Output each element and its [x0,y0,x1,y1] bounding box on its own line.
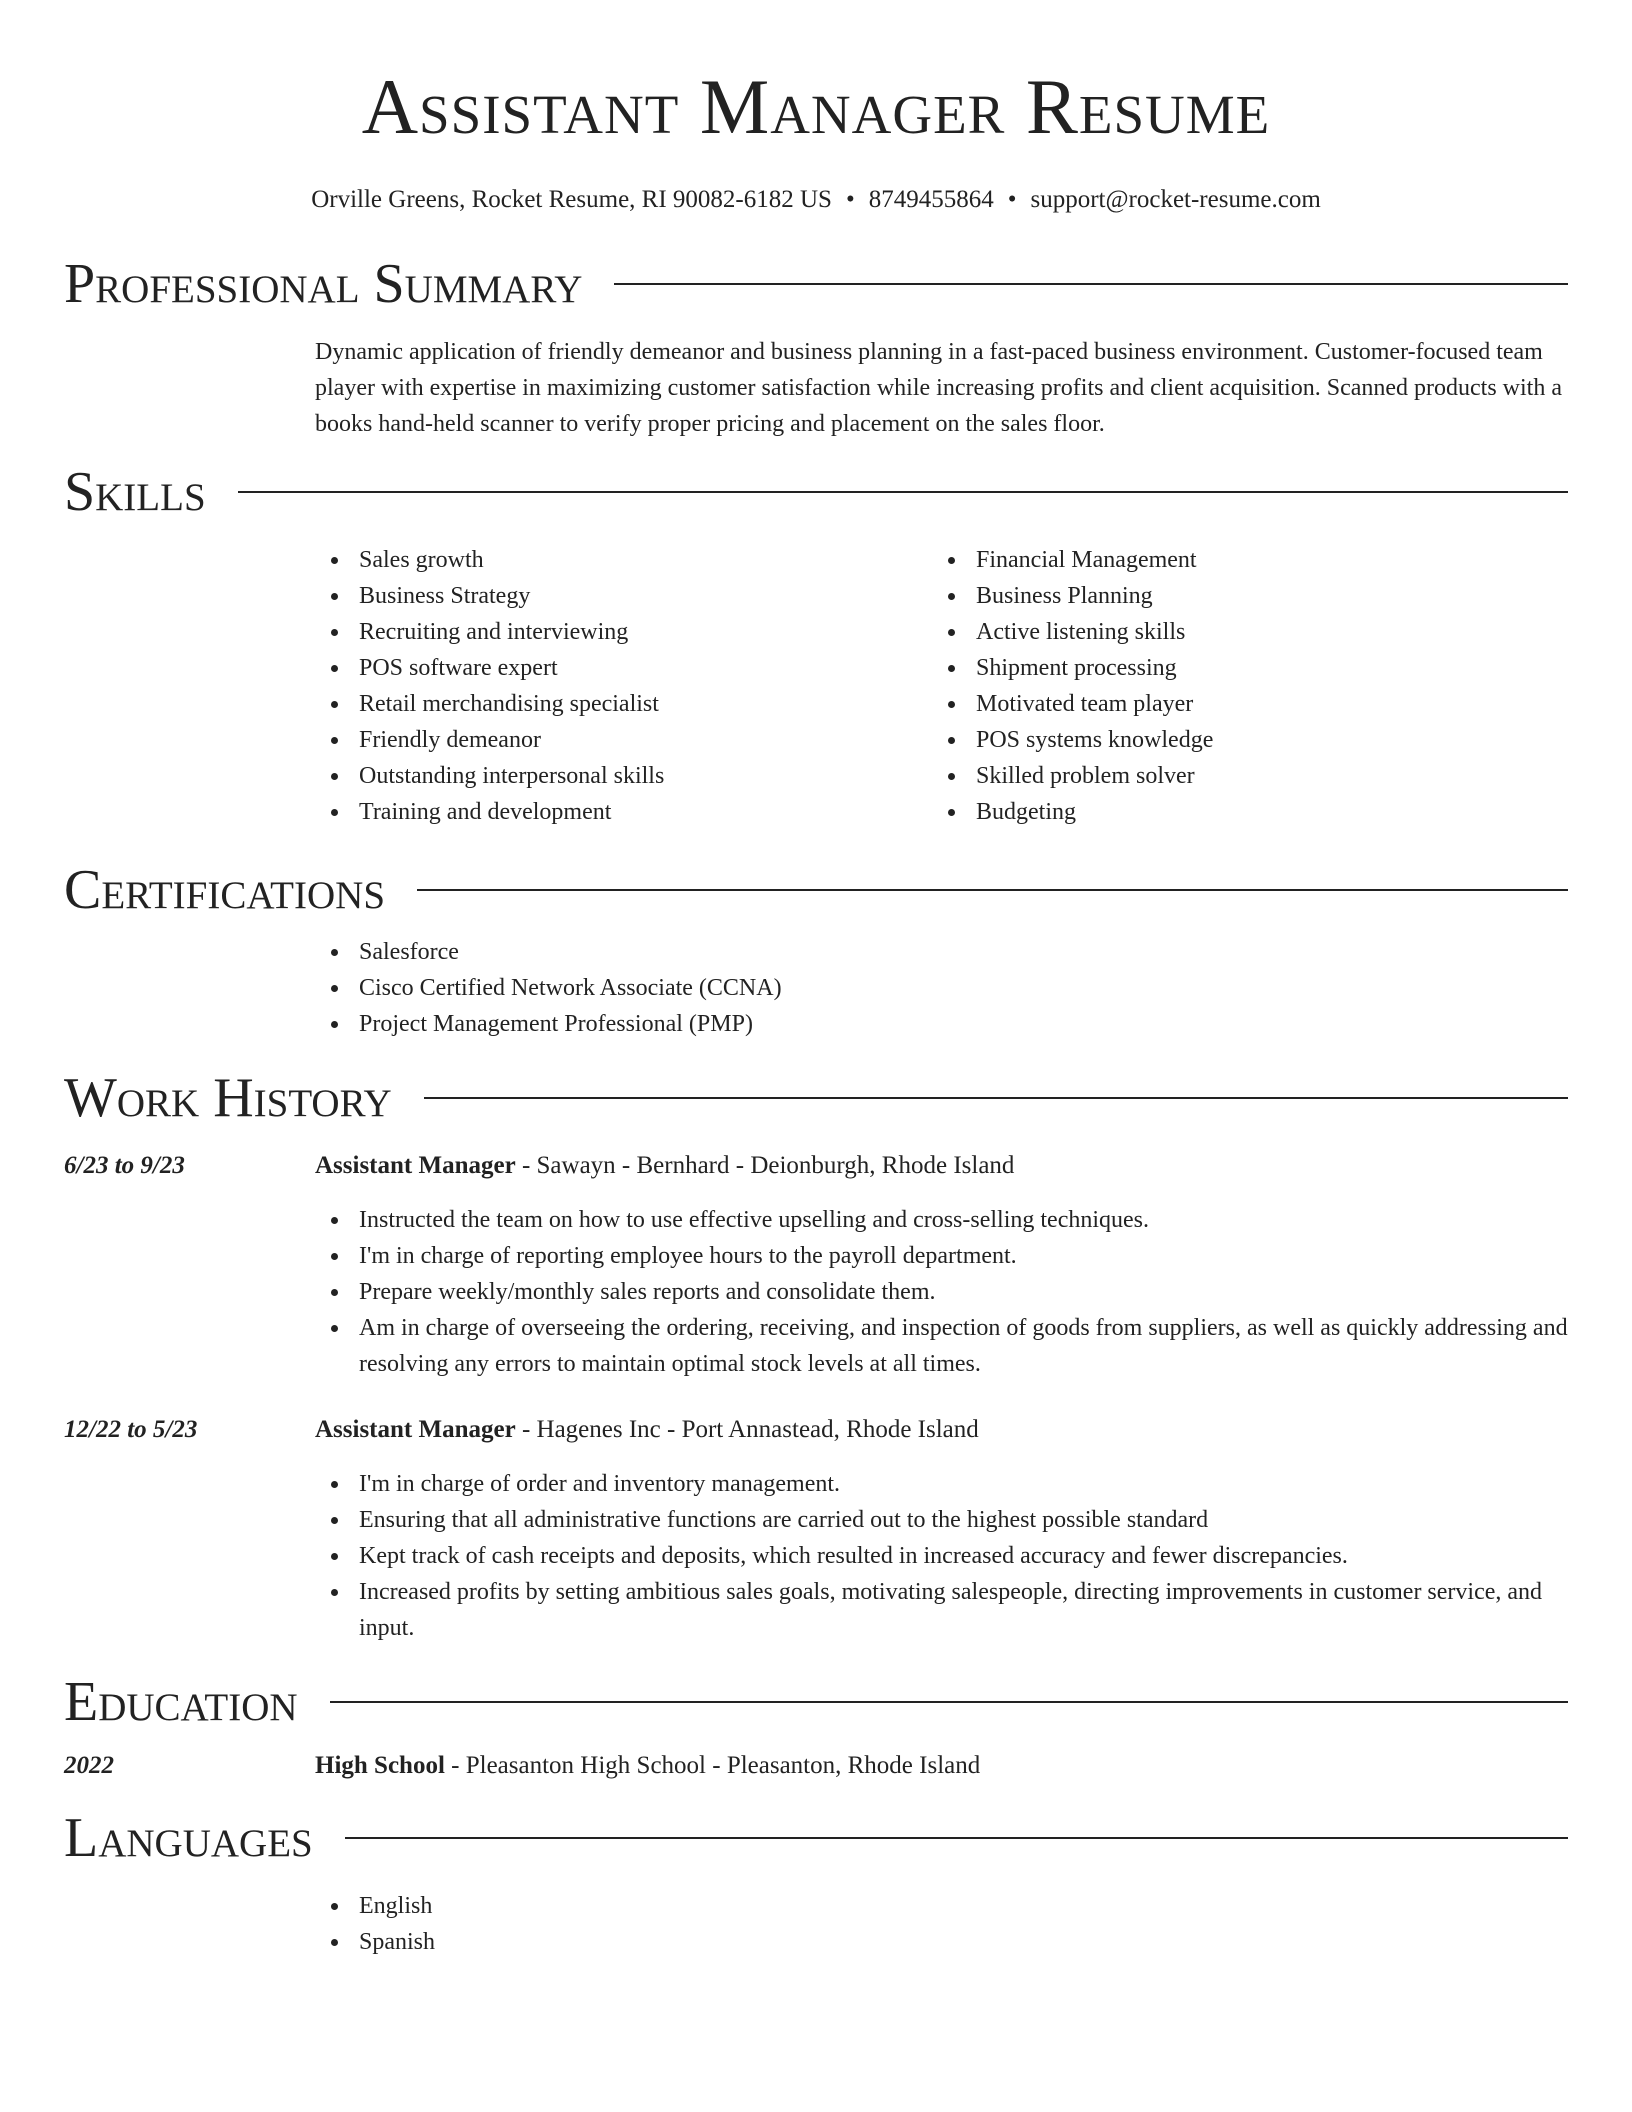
job-dates: 12/22 to 5/23 [64,1416,198,1443]
languages-content [315,1888,1568,1960]
section-title-skills: Skills [64,461,206,523]
certification-item: Salesforce [315,934,1568,970]
summary-content [315,334,1568,442]
skills-list-left [315,542,932,830]
job-bullets-container [315,1466,1568,1646]
education-entry [64,1748,1568,1784]
skill-item: Retail merchandising specialist [315,686,932,722]
job-bullet: Kept track of cash receipts and deposits, which resulted in increased accuracy and fewer discrepancies. [315,1538,1568,1574]
skill-item: Budgeting [932,794,1549,830]
resume-page [64,0,1568,1960]
education-degree: High School [315,1752,445,1779]
resume-title: Assistant Manager Resume [361,63,1271,150]
contact-separator: • [1007,186,1017,213]
certifications-header [64,858,1568,922]
job-employer: - Sawayn - Bernhard - Deionburgh, Rhode Island [515,1152,1015,1179]
certifications-section [64,858,1568,1042]
skills-grid [315,542,1568,830]
skill-item: Skilled problem solver [932,758,1549,794]
job-header [64,1412,1568,1448]
job-bullet: Prepare weekly/monthly sales reports and consolidate them. [315,1274,1568,1310]
education-row [64,1748,1568,1784]
job-bullets-container [315,1202,1568,1382]
skill-item: Friendly demeanor [315,722,932,758]
section-title-education: Education [64,1671,298,1733]
language-item: English [315,1888,1568,1924]
job-employer: - Hagenes Inc - Port Annastead, Rhode Island [515,1416,979,1443]
skills-section [64,460,1568,830]
job-header [64,1148,1568,1184]
education-year: 2022 [64,1752,114,1779]
education-section [64,1670,1568,1784]
contact-phone: 8749455864 [868,186,994,213]
section-divider [614,283,1568,285]
skill-item: POS software expert [315,650,932,686]
summary-text: Dynamic application of friendly demeanor and business planning in a fast-paced business environment. Customer-focused team player with expertise in maximizing customer satisfaction while increasing profits and client acquisition. Scanned products with a books hand-held scanner to verify proper pricing and placement on the sales floor. [315,339,1563,437]
skill-item: POS systems knowledge [932,722,1549,758]
skill-item: Business Planning [932,578,1549,614]
work-history-header [64,1066,1568,1130]
section-title-work-history: Work History [64,1067,392,1129]
skill-item: Training and development [315,794,932,830]
skill-item: Outstanding interpersonal skills [315,758,932,794]
skill-item: Motivated team player [932,686,1549,722]
skill-item: Recruiting and interviewing [315,614,932,650]
section-title-summary: Professional Summary [64,253,583,315]
languages-header [64,1806,1568,1870]
section-divider [417,889,1568,891]
skills-list-right [932,542,1549,830]
languages-list [315,1888,1568,1960]
job-bullet: Ensuring that all administrative functions are carried out to the highest possible standard [315,1502,1568,1538]
contact-email: support@rocket-resume.com [1030,186,1321,213]
skill-item: Financial Management [932,542,1549,578]
education-header [64,1670,1568,1734]
summary-header [64,252,1568,316]
job-bullet: Instructed the team on how to use effective upselling and cross-selling techniques. [315,1202,1568,1238]
summary-section [64,252,1568,442]
language-item: Spanish [315,1924,1568,1960]
section-divider [345,1837,1568,1839]
languages-section [64,1806,1568,1960]
skills-header [64,460,1568,524]
job-title-line [315,1148,1568,1184]
contact-address: Orville Greens, Rocket Resume, RI 90082-6182 US [311,186,832,213]
education-line [315,1748,1568,1784]
certifications-content [315,934,1568,1042]
job-bullet: I'm in charge of reporting employee hours to the payroll department. [315,1238,1568,1274]
skill-item: Business Strategy [315,578,932,614]
job-bullets [315,1202,1568,1382]
job-bullet: I'm in charge of order and inventory management. [315,1466,1568,1502]
skill-item: Active listening skills [932,614,1549,650]
contact-info [64,184,1568,216]
job-title-line [315,1412,1568,1448]
job-bullets [315,1466,1568,1646]
certification-item: Project Management Professional (PMP) [315,1006,1568,1042]
certifications-list [315,934,1568,1042]
skill-item: Sales growth [315,542,932,578]
section-divider [238,491,1568,493]
work-history-section [64,1066,1568,1646]
job-bullet: Increased profits by setting ambitious sales goals, motivating salespeople, directing improvements in customer service, and input. [315,1574,1568,1646]
section-title-languages: Languages [64,1807,313,1869]
section-divider [424,1097,1568,1099]
job-role: Assistant Manager [315,1152,516,1179]
certification-item: Cisco Certified Network Associate (CCNA) [315,970,1568,1006]
section-title-certifications: Certifications [64,859,386,921]
section-divider [330,1701,1568,1703]
contact-separator: • [845,186,855,213]
job-dates: 6/23 to 9/23 [64,1152,185,1179]
job-bullet: Am in charge of overseeing the ordering, receiving, and inspection of goods from suppliers, as well as quickly addressing and resolving any errors to maintain optimal stock levels at all times. [315,1310,1568,1382]
job-entry [64,1148,1568,1382]
education-school: - Pleasanton High School - Pleasanton, Rhode Island [444,1752,981,1779]
skill-item: Shipment processing [932,650,1549,686]
job-role: Assistant Manager [315,1416,516,1443]
job-entry [64,1412,1568,1646]
